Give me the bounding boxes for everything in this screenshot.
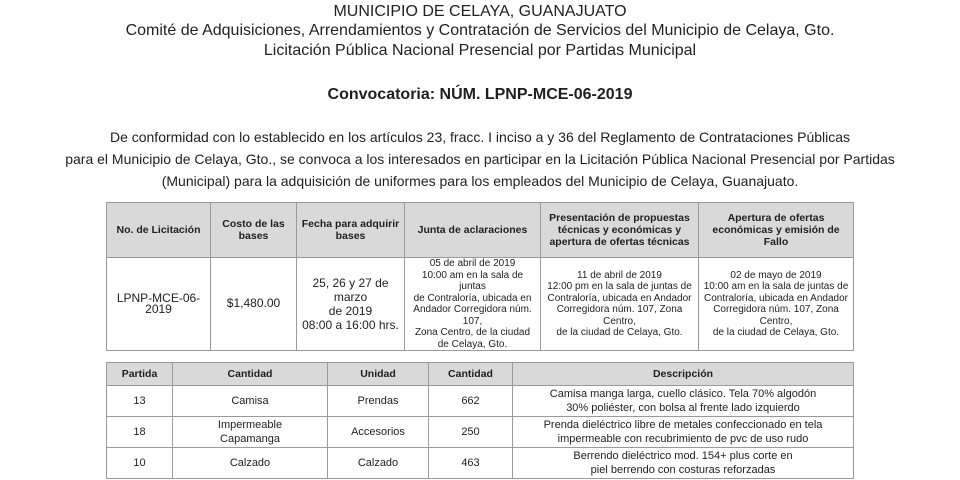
header-junta-aclaraciones: Junta de aclaraciones (405, 203, 541, 258)
cantidad-line: Capamanga (220, 433, 280, 445)
fecha-line: 25, 26 y 27 de marzo (312, 276, 389, 304)
partida-cell: 10 (107, 448, 173, 479)
table-row (107, 417, 854, 448)
header-municipio: MUNICIPIO DE CELAYA, GUANAJUATO (333, 3, 627, 20)
descripcion-line: piel berrendo con costuras reforzadas (590, 464, 776, 476)
header-apertura-ofertas: Apertura de ofertas económicas y emisión de Fallo (699, 203, 854, 258)
header-cantidad: Cantidad (173, 363, 328, 386)
intro-paragraph (60, 126, 900, 192)
cantidad-line: Impermeable (217, 419, 283, 431)
partida-cell: 13 (107, 386, 173, 417)
apertura-line: Corregidora núm. 107, Zona Centro, (713, 304, 839, 327)
cantidad-line: Camisa (231, 395, 269, 407)
licitacion-numero: LPNP-MCE-06-2019 (107, 258, 211, 351)
apertura-line: de la ciudad de Celaya, Gto. (712, 327, 840, 338)
intro-line: para el Municipio de Celaya, Gto., se convoca a los interesados en participar en la Licitación Pública Nacional Presencial por Partidas (65, 151, 895, 167)
header-no-licitacion: No. de Licitación (107, 203, 211, 258)
licitacion-table (106, 202, 854, 351)
header-fecha-bases: Fecha para adquirir bases (297, 203, 405, 258)
junta-line: Zona Centro, de la ciudad (414, 327, 531, 338)
header-presentacion-propuestas: Presentación de propuestas técnicas y económicas y apertura de ofertas técnicas (541, 203, 699, 258)
descripcion-line: Berrendo dieléctrico mod. 154+ plus corte en (573, 450, 793, 462)
licitacion-apertura (699, 258, 854, 351)
licitacion-costo: $1,480.00 (211, 258, 297, 351)
intro-line: (Municipal) para la adquisición de uniformes para los empleados del Municipio de Celaya, Guanajuato. (161, 173, 799, 189)
descripcion-line: 30% poliéster, con bolsa al frente lado izquierdo (566, 402, 800, 414)
partidas-header-row (107, 363, 854, 386)
junta-line: 10:00 am en la sala de juntas (421, 269, 524, 292)
descripcion-cell (513, 386, 854, 417)
header-licitacion-type: Licitación Pública Nacional Presencial por Partidas Municipal (263, 42, 697, 59)
licitacion-fecha (297, 258, 405, 351)
unidad-cell: Calzado (328, 448, 429, 479)
table-row (107, 386, 854, 417)
cantidad-cell (173, 448, 328, 479)
descripcion-cell (513, 417, 854, 448)
licitacion-junta (405, 258, 541, 351)
presentacion-line: 12:00 pm en la sala de juntas de (547, 281, 692, 292)
fecha-line: de 2019 (328, 304, 373, 318)
unidad-cell: Prendas (328, 386, 429, 417)
convocatoria-title: Convocatoria: NÚM. LPNP-MCE-06-2019 (327, 86, 633, 103)
apertura-line: 02 de mayo de 2019 (730, 269, 822, 281)
partida-cell: 18 (107, 417, 173, 448)
unidad-cell: Accesorios (328, 417, 429, 448)
cantidad-cell (173, 417, 328, 448)
junta-line: Andador Corregidora núm. 107, (413, 304, 532, 327)
table-row (107, 448, 854, 479)
cantidad-num-cell: 662 (429, 386, 513, 417)
descripcion-line: Prenda dieléctrico libre de metales confeccionado en tela (543, 419, 823, 431)
apertura-line: 10:00 am en la sala de juntas de (703, 281, 849, 292)
header-costo-bases: Costo de las bases (211, 203, 297, 258)
cantidad-num-cell: 463 (429, 448, 513, 479)
licitacion-presentacion (541, 258, 699, 351)
presentacion-line: Corregidora núm. 107, Zona Centro, (556, 304, 683, 327)
header-comite: Comité de Adquisiciones, Arrendamientos y Contratación de Servicios del Municipio de Celaya, Gto. (125, 22, 835, 39)
presentacion-line: 11 de abril de 2019 (577, 269, 662, 281)
cantidad-cell (173, 386, 328, 417)
descripcion-line: Camisa manga larga, cuello clásico. Tela 70% algodón (549, 388, 817, 400)
presentacion-line: Contraloría, ubicada en Andador (547, 292, 692, 304)
intro-line: De conformidad con lo establecido en los artículos 23, fracc. I inciso a y 36 del Reglamento de Contrataciones Públicas (109, 129, 851, 145)
header-partida: Partida (107, 363, 173, 386)
junta-line: 05 de abril de 2019 (429, 258, 516, 269)
cantidad-line: Calzado (229, 457, 271, 469)
apertura-line: Contraloría, ubicada en Andador (704, 292, 848, 304)
header-descripcion: Descripción (513, 363, 854, 386)
presentacion-line: de la ciudad de Celaya, Gto. (556, 327, 683, 338)
junta-line: de Celaya, Gto. (437, 338, 508, 350)
descripcion-cell (513, 448, 854, 479)
licitacion-header-row (107, 203, 854, 258)
licitacion-row (107, 258, 854, 351)
fecha-line: 08:00 a 16:00 hrs. (302, 318, 399, 332)
cantidad-num-cell: 250 (429, 417, 513, 448)
partidas-table (106, 362, 854, 479)
header-unidad: Unidad (328, 363, 429, 386)
header-cantidad-num: Cantidad (429, 363, 513, 386)
descripcion-line: impermeable con recubrimiento de pvc de uso rudo (557, 433, 809, 445)
junta-line: de Contraloría, ubicada en (413, 292, 532, 304)
